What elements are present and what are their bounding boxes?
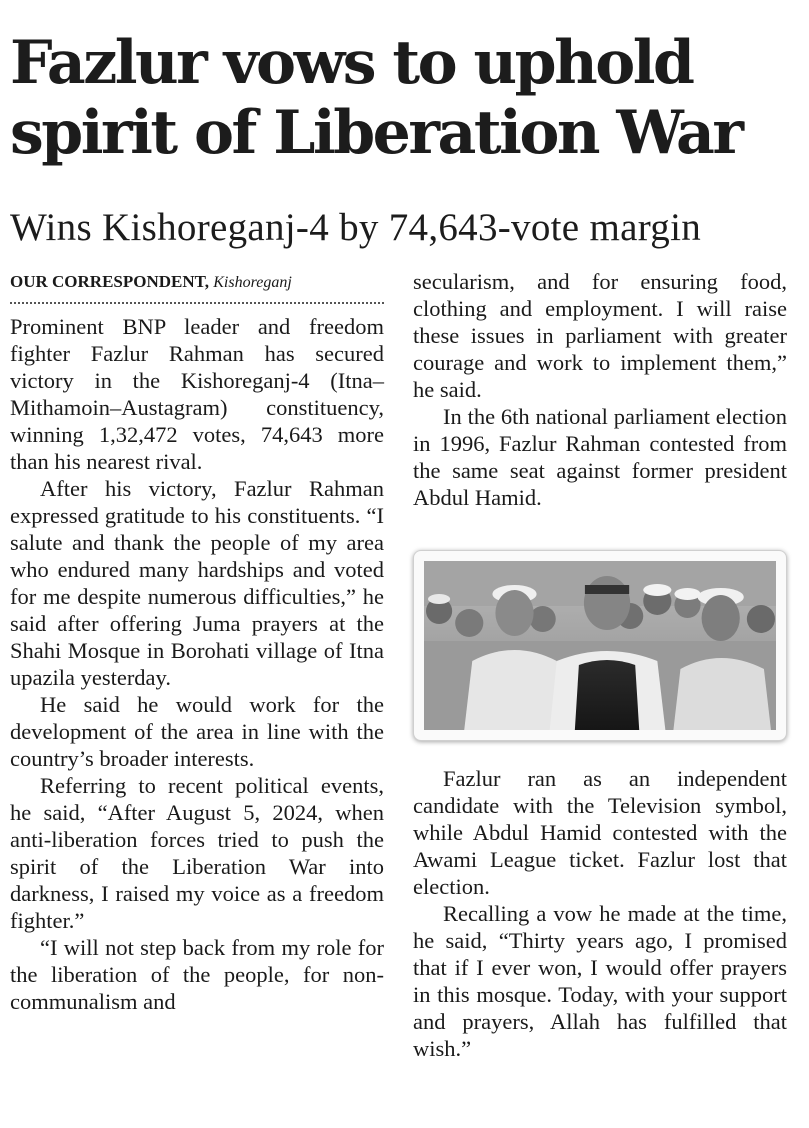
news-photo-frame xyxy=(413,550,787,741)
byline xyxy=(10,268,384,296)
headline-line-1: Fazlur vows to uphold xyxy=(10,28,693,98)
article-column-left xyxy=(10,268,384,1015)
paragraph: Recalling a vow he made at the time, he said, “Thirty years ago, I promised that if I ever won, I would offer prayers in this mosque. Today, with your support and prayers, Allah has fulfilled that wish.” xyxy=(413,901,787,1061)
subheadline: Wins Kishoreganj-4 by 74,643-vote margin xyxy=(10,206,702,249)
news-photo xyxy=(424,561,776,730)
article-column-right xyxy=(413,268,787,1062)
paragraph: In the 6th national parliament election in 1996, Fazlur Rahman contested from the same seat against former president Abdul Hamid. xyxy=(413,404,787,510)
paragraph-continued: secularism, and for ensuring food, clothing and employment. I will raise these issues in parliament with greater courage and work to implement them,” he said. xyxy=(413,269,787,402)
byline-place: Kishoreganj xyxy=(213,274,292,291)
paragraph: Referring to recent political events, he said, “After August 5, 2024, when anti-liberation forces tried to push the spirit of the Liberation War into darkness, I raised my voice as a freedom fighter.” xyxy=(10,773,384,933)
headline xyxy=(10,28,800,168)
paragraph: Prominent BNP leader and freedom fighter Fazlur Rahman has secured victory in the Kishoreganj-4 (Itna–Mithamoin–Austagram) constituency, winning 1,32,472 votes, 74,643 more than his nearest rival. xyxy=(10,314,384,474)
headline-line-2: spirit of Liberation War xyxy=(10,98,742,168)
byline-divider xyxy=(10,302,384,304)
paragraph: He said he would work for the development of the area in line with the country’s broader interests. xyxy=(10,692,384,771)
byline-author: OUR CORRESPONDENT, xyxy=(10,272,209,291)
paragraph: After his victory, Fazlur Rahman expressed gratitude to his constituents. “I salute and thank the people of my area who endured many hardships and voted for me despite numerous difficulties,” he said after offering Juma prayers at the Shahi Mosque in Borohati village of Itna upazila yesterday. xyxy=(10,476,384,690)
paragraph: “I will not step back from my role for the liberation of the people, for non-communalism and xyxy=(10,935,384,1014)
paragraph: Fazlur ran as an independent candidate with the Television symbol, while Abdul Hamid contested with the Awami League ticket. Fazlur lost that election. xyxy=(413,766,787,899)
